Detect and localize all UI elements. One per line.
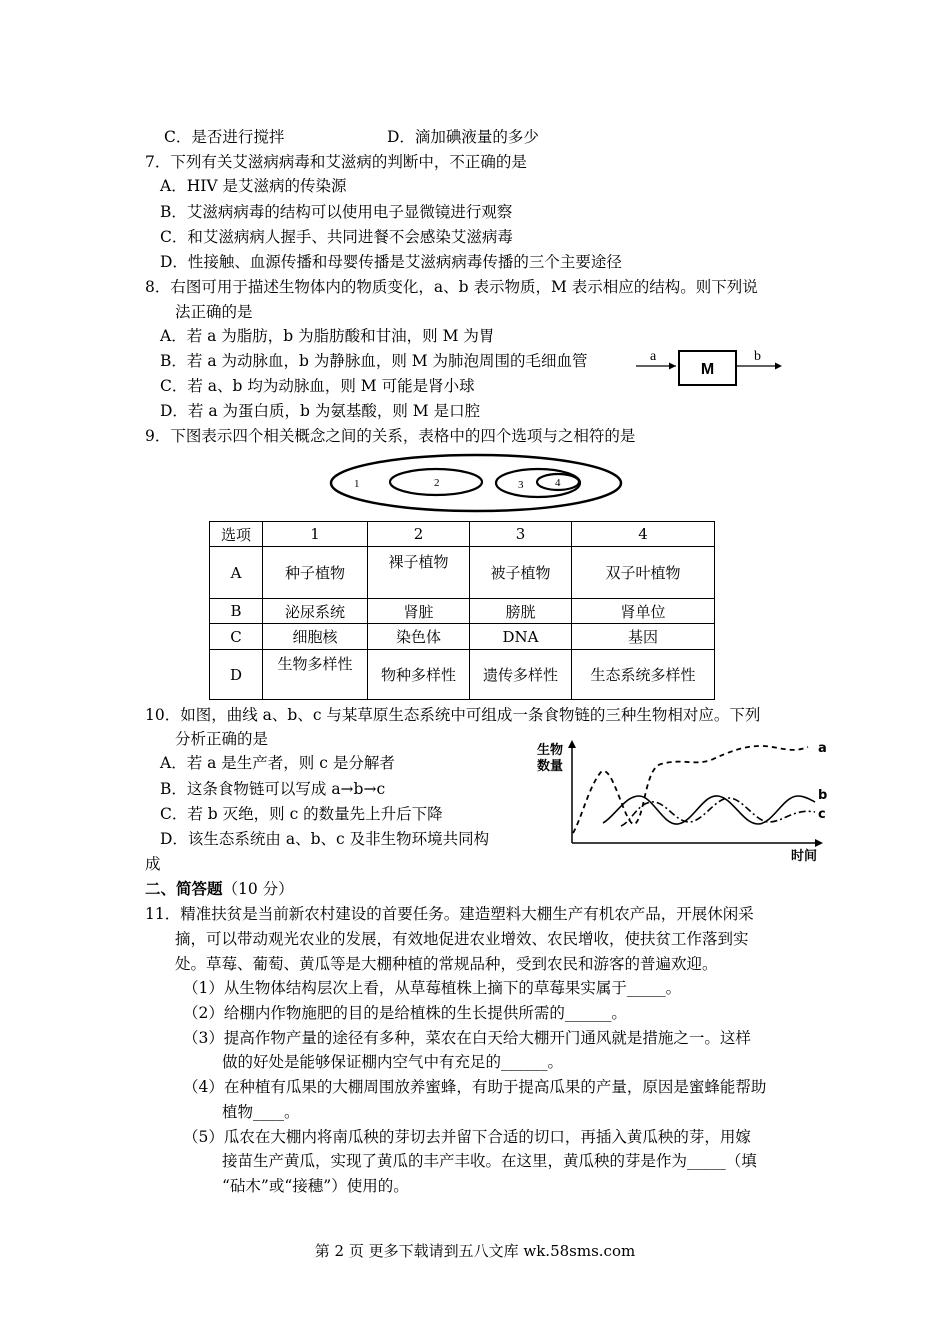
table-header-cell: 1	[263, 522, 368, 547]
q11-sub-3: （3）提高作物产量的途径有多种，菜农在白天给大棚开门通风就是措施之一。这样	[183, 1029, 751, 1047]
table-cell: 染色体	[368, 624, 470, 650]
table-row	[210, 624, 715, 650]
flow-diagram	[636, 344, 786, 388]
q8-option-b: B．若 a 为动脉血，b 为静脉血，则 M 为肺泡周围的毛细血管	[160, 352, 588, 370]
table-cell: 肾脏	[368, 599, 470, 624]
flow-output-label: b	[754, 349, 761, 364]
table-cell: 生态系统多样性	[572, 650, 715, 700]
venn-label-4: 4	[555, 477, 561, 489]
page-footer: 第 2 页 更多下载请到五八文库 wk.58sms.com	[314, 1242, 636, 1260]
curve-b-label: b	[818, 788, 828, 803]
graph-y-label-1: 生物	[537, 743, 564, 758]
q11-sub-2: （2）给棚内作物施肥的目的是给植株的生长提供所需的______。	[183, 1004, 627, 1022]
table-cell: 泌尿系统	[263, 599, 368, 624]
q8-stem: 8．右图可用于描述生物体内的物质变化，a、b 表示物质，M 表示相应的结构。则下列说	[145, 278, 758, 296]
q11-sub-4: （4）在种植有瓜果的大棚周围放养蜜蜂，有助于提高瓜果的产量，原因是蜜蜂能帮助	[183, 1078, 767, 1096]
q7-option-c: C．和艾滋病病人握手、共同进餐不会感染艾滋病毒	[160, 228, 513, 246]
table-cell: DNA	[470, 624, 572, 650]
q11-sub-5-cont: 接苗生产黄瓜，实现了黄瓜的丰产丰收。在这里，黄瓜秧的芽是作为_____（填	[222, 1152, 757, 1170]
q10-option-c: C．若 b 灭绝，则 c 的数量先上升后下降	[160, 805, 443, 823]
section-2-score: （10 分）	[222, 880, 294, 898]
table-row	[210, 599, 715, 624]
table-cell: 裸子植物	[368, 547, 470, 599]
table-cell: 物种多样性	[368, 650, 470, 700]
table-cell: 膀胱	[470, 599, 572, 624]
graph-x-label: 时间	[791, 849, 818, 864]
curve-c-label: c	[818, 807, 826, 822]
q7-stem: 7．下列有关艾滋病病毒和艾滋病的判断中，不正确的是	[145, 153, 527, 171]
q8-option-a: A．若 a 为脂肪，b 为脂肪酸和甘油，则 M 为胃	[160, 327, 495, 345]
table-row	[210, 650, 715, 700]
flow-input-label: a	[650, 349, 657, 364]
q10-option-d: D．该生态系统由 a、b、c 及非生物环境共同构	[160, 830, 490, 848]
section-2-title: 二、简答题	[145, 879, 223, 898]
q8-option-c: C．若 a、b 均为动脉血，则 M 可能是肾小球	[160, 377, 475, 395]
table-header-cell: 3	[470, 522, 572, 547]
table-cell: 肾单位	[572, 599, 715, 624]
graph-y-label-2: 数量	[537, 759, 564, 774]
q11-sub-1: （1）从生物体结构层次上看，从草莓植株上摘下的草莓果实属于_____。	[183, 979, 682, 997]
table-cell: D	[210, 650, 263, 700]
venn-label-3: 3	[518, 479, 524, 491]
table-header-cell: 4	[572, 522, 715, 547]
ellipse-1	[331, 455, 621, 511]
table-cell: 生物多样性	[263, 650, 368, 700]
venn-label-1: 1	[354, 478, 360, 490]
table-header-cell: 2	[368, 522, 470, 547]
table-row	[210, 547, 715, 599]
q7-option-b: B．艾滋病病毒的结构可以使用电子显微镜进行观察	[160, 203, 513, 221]
q10-option-a: A．若 a 是生产者，则 c 是分解者	[160, 754, 395, 772]
q11-stem-cont-1: 摘，可以带动观光农业的发展，有效地促进农业增效、农民增收，使扶贫工作落到实	[175, 930, 749, 948]
q7-option-a: A．HIV 是艾滋病的传染源	[160, 177, 347, 195]
table-cell: 基因	[572, 624, 715, 650]
flow-box-label: M	[700, 361, 715, 378]
table-cell: 遗传多样性	[470, 650, 572, 700]
q6-option-d: D．滴加碘液量的多少	[387, 128, 539, 146]
table-header-cell: 选项	[210, 522, 263, 547]
table-cell: 种子植物	[263, 547, 368, 599]
table-header-row	[210, 522, 715, 547]
table-cell: A	[210, 547, 263, 599]
venn-label-2: 2	[434, 477, 440, 489]
table-cell: 双子叶植物	[572, 547, 715, 599]
q6-option-c: C．是否进行搅拌	[164, 128, 285, 146]
table-cell: B	[210, 599, 263, 624]
table-cell: 细胞核	[263, 624, 368, 650]
q11-sub-5-cont-2: “砧木”或“接穗”）使用的。	[222, 1177, 409, 1195]
q8-stem-cont: 法正确的是	[175, 303, 253, 321]
q10-stem: 10．如图，曲线 a、b、c 与某草原生态系统中可组成一条食物链的三种生物相对应。下列	[145, 706, 761, 724]
q7-option-d: D．性接触、血源传播和母婴传播是艾滋病病毒传播的三个主要途径	[160, 253, 622, 271]
q11-sub-3-cont: 做的好处是能够保证棚内空气中有充足的______。	[222, 1053, 564, 1071]
concept-nested-diagram	[328, 452, 624, 514]
table-cell: 被子植物	[470, 547, 572, 599]
q10-option-b: B．这条食物链可以写成 a→b→c	[160, 780, 386, 798]
options-table	[209, 521, 715, 700]
population-graph	[533, 738, 833, 864]
section-2-heading	[145, 879, 294, 899]
q10-option-d-cont: 成	[145, 855, 161, 873]
q11-stem-cont-2: 处。草莓、葡萄、黄瓜等是大棚种植的常规品种，受到农民和游客的普遍欢迎。	[175, 955, 718, 973]
q11-sub-4-cont: 植物____。	[222, 1103, 300, 1121]
table-cell: C	[210, 624, 263, 650]
q9-stem: 9．下图表示四个相关概念之间的关系，表格中的四个选项与之相符的是	[145, 427, 636, 445]
q11-sub-5: （5）瓜农在大棚内将南瓜秧的芽切去并留下合适的切口，再插入黄瓜秧的芽，用嫁	[183, 1128, 751, 1146]
q11-stem: 11．精准扶贫是当前新农村建设的首要任务。建造塑料大棚生产有机农产品，开展休闲采	[145, 905, 754, 923]
curve-a-label: a	[818, 741, 827, 756]
q8-option-d: D．若 a 为蛋白质，b 为氨基酸，则 M 是口腔	[160, 402, 481, 420]
q10-stem-cont: 分析正确的是	[175, 730, 269, 748]
